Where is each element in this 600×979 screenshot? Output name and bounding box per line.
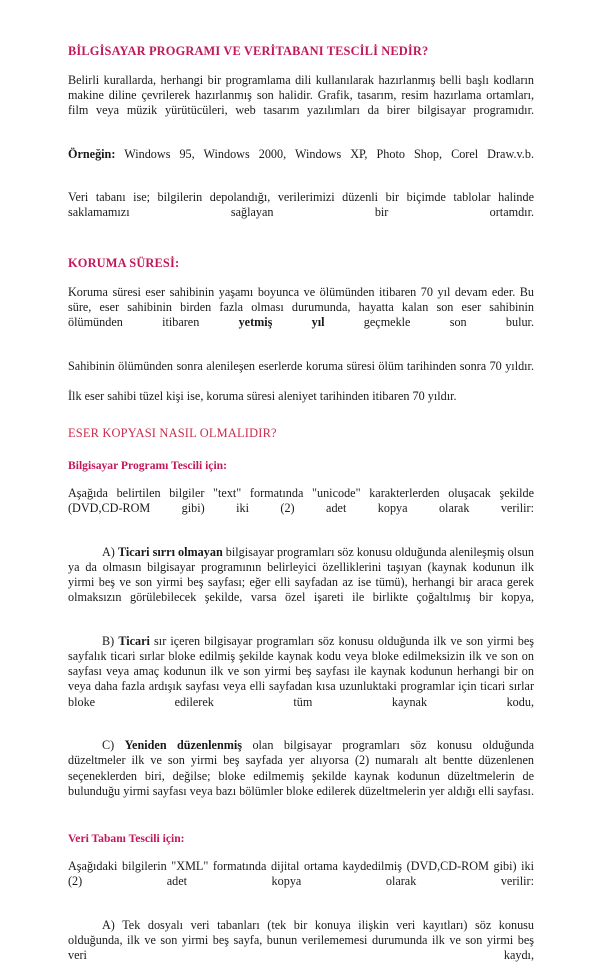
item-text: Tek dosyalı veri tabanları (tek bir konuya ilişkin veri kayıtları) söz konusu olduğunda, ilk ve son yirmi beş sayfa, bunun verilememesi durumunda ilk ve son yirmi beş veri kaydı, bbox=[68, 917, 534, 963]
example-text: Windows 95, Windows 2000, Windows XP, Photo Shop, Corel Draw.v.b. bbox=[124, 146, 534, 161]
item-marker: A) bbox=[102, 917, 115, 932]
protection-period-paragraph-1 bbox=[68, 285, 534, 346]
program-registration-item-b bbox=[68, 634, 534, 725]
database-registration-item-a bbox=[68, 918, 534, 979]
database-definition-paragraph: Veri tabanı ise; bilgilerin depolandığı, verilerimizi düzenli bir biçimde tablolar halinde saklamamızı sağlayan bir ortamdır. bbox=[68, 190, 534, 220]
page-title: BİLGİSAYAR PROGRAMI VE VERİTABANI TESCİLİ NEDİR? bbox=[68, 44, 429, 58]
item-text: olan bilgisayar programları söz konusu olduğunda düzeltmeler ilk ve son yirmi beş sayfada yer alıyorsa (2) numaralı alt bentte düzenlenen seçeneklerden biri, değilse; bloke edilmemiş şekilde kaynak kodunun düzeltmelerin de bulunduğu yirmi sayfası veya bazı bölümler bloke edilerek düzeltmelerin yer aldığı elli sayfası. bbox=[68, 738, 535, 798]
protection-period-heading: KORUMA SÜRESİ: bbox=[68, 255, 180, 270]
document-body bbox=[68, 44, 534, 979]
database-registration-intro: Aşağıdaki bilgilerin "XML" formatında dijital ortama kaydedilmiş (DVD,CD-ROM gibi) iki (2) adet kopya olarak verilir: bbox=[68, 859, 534, 889]
program-registration-item-c bbox=[68, 738, 534, 814]
protection-period-paragraph-2: Sahibinin ölümünden sonra alenileşen eserlerde koruma süresi ölüm tarihinden sonra 70 yıldır. bbox=[68, 358, 534, 373]
protection-period-text-part-2: geçmekle son bulur. bbox=[324, 315, 534, 330]
item-bold-term: Ticari bbox=[118, 633, 150, 648]
item-marker: B) bbox=[102, 633, 115, 648]
item-text: bilgisayar programları söz konusu olduğunda alenileşmiş olsun ya da olmasın bilgisayar programının belirleyici özelliklerini taşıyan (kaynak kodunun ilk yirmi beş ve son yirmi beş sayfası; eğer elli sayfadan az ise tümü), herhangi bir araca gerek olmaksızın görülebilecek şekilde, varsa özel işareti ile birlikte çoğaltılmış bir kopya, bbox=[68, 544, 534, 605]
item-marker: C) bbox=[102, 738, 115, 753]
intro-paragraph: Belirli kurallarda, herhangi bir programlama dili kullanılarak hazırlanmış belli başlı kodların makine diline çevrilerek hazırlanmış son halidir. Grafik, tasarım, resim hazırlama ortamları, film veya müzik yürütücüleri, web tasarım yazılımları da birer bilgisayar programıdır. bbox=[68, 73, 534, 118]
protection-period-bold-term: yetmiş yıl bbox=[238, 315, 325, 330]
item-text: sır içeren bilgisayar programları söz konusu olduğunda ilk ve son yirmi beş sayfalık ticari sırlar bloke edilmiş şekilde kaynak kodu veya bloke edilmeksizin ilk ve son on sayfası veya amaç kodunun ilk ve son yirmi beş sayfası ile kaynak kodunun herhangi bir on veya daha fazla ardışık sayfası veya elli sayfadan kısa uzunluktaki programlar için ticari sırlar bloke edilerek tüm kaynak kodu, bbox=[68, 633, 534, 709]
program-registration-intro: Aşağıda belirtilen bilgiler "text" formatında "unicode" karakterlerden oluşacak şekilde (DVD,CD-ROM gibi) iki (2) adet kopya olarak verilir: bbox=[68, 486, 534, 516]
item-marker: A) bbox=[102, 544, 115, 559]
example-line bbox=[68, 147, 534, 177]
program-registration-item-a bbox=[68, 545, 534, 621]
protection-period-paragraph-3: İlk eser sahibi tüzel kişi ise, koruma süresi aleniyet tarihinden itibaren 70 yıldır. bbox=[68, 389, 457, 404]
item-bold-term: Ticari sırrı olmayan bbox=[117, 544, 223, 559]
work-copy-heading: ESER KOPYASI NASIL OLMALIDIR? bbox=[68, 426, 277, 441]
database-registration-subheading: Veri Tabanı Tescili için: bbox=[68, 832, 185, 846]
example-label: Örneğin: bbox=[68, 146, 116, 161]
program-registration-subheading: Bilgisayar Programı Tescili için: bbox=[68, 459, 227, 473]
item-bold-term: Yeniden düzenlenmiş bbox=[124, 738, 243, 753]
protection-period-text-part-1: Koruma süresi eser sahibinin yaşamı boyunca ve ölümünden itibaren 70 yıl devam eder. Bu süre, eser sahibinin birden fazla olması durumunda, hayatta kalan son eser sahibinin ölümünden itibaren bbox=[68, 284, 534, 330]
